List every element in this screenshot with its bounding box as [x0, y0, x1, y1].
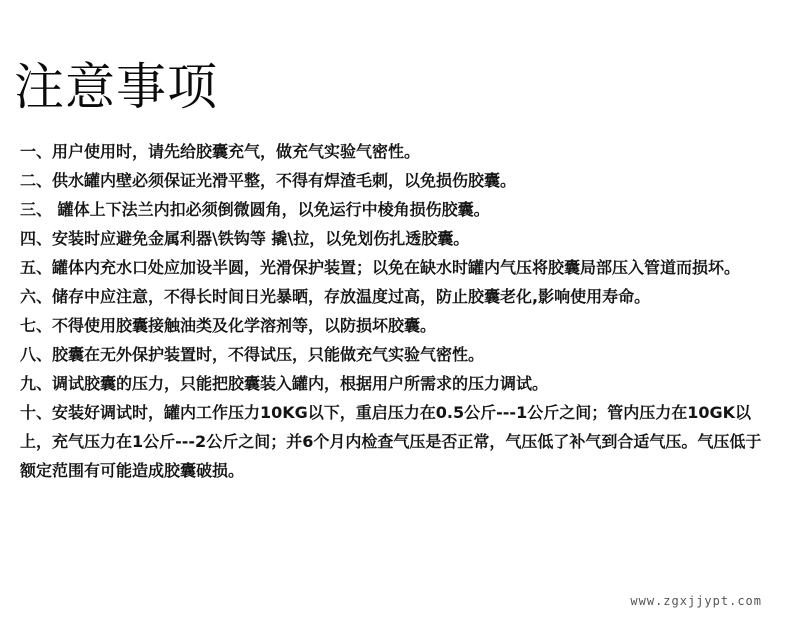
note-item-5: 五、罐体内充水口处应加设半圆，光滑保护装置；以免在缺水时罐内气压将胶囊局部压入管道而损坏。: [20, 258, 741, 277]
note-item-10: 十、安装好调试时，罐内工作压力10KG以下，重启压力在0.5公斤---1公斤之间；管内压力在10GK以上，充气压力在1公斤---2公斤之间；并6个月内检查气压是否正常，气压低了补气到合适气压。气压低于额定范围有可能造成胶囊破损。: [20, 403, 762, 480]
note-item-6: 六、储存中应注意，不得长时间日光暴晒，存放温度过高，防止胶囊老化,影响使用寿命。: [20, 287, 651, 306]
note-item-2: 二、供水罐内壁必须保证光滑平整，不得有焊渣毛刺，以免损伤胶囊。: [20, 171, 517, 190]
notes-list: [20, 137, 776, 485]
note-item-7: 七、不得使用胶囊接触油类及化学溶剂等，以防损坏胶囊。: [20, 316, 437, 335]
watermark-text: www.zgxjjypt.com: [630, 594, 762, 608]
page-title: 注意事项: [14, 57, 218, 116]
note-item-4: 四、安装时应避免金属利器\铁钩等 撬\拉，以免划伤扎透胶囊。: [20, 229, 470, 248]
note-item-3: 三、 罐体上下法兰内扣必须倒微圆角，以免运行中棱角损伤胶囊。: [20, 200, 490, 219]
note-item-1: 一、用户使用时，请先给胶囊充气，做充气实验气密性。: [20, 142, 421, 161]
note-item-9: 九、调试胶囊的压力，只能把胶囊装入罐内，根据用户所需求的压力调试。: [20, 374, 549, 393]
note-item-8: 八、胶囊在无外保护装置时，不得试压，只能做充气实验气密性。: [20, 345, 485, 364]
